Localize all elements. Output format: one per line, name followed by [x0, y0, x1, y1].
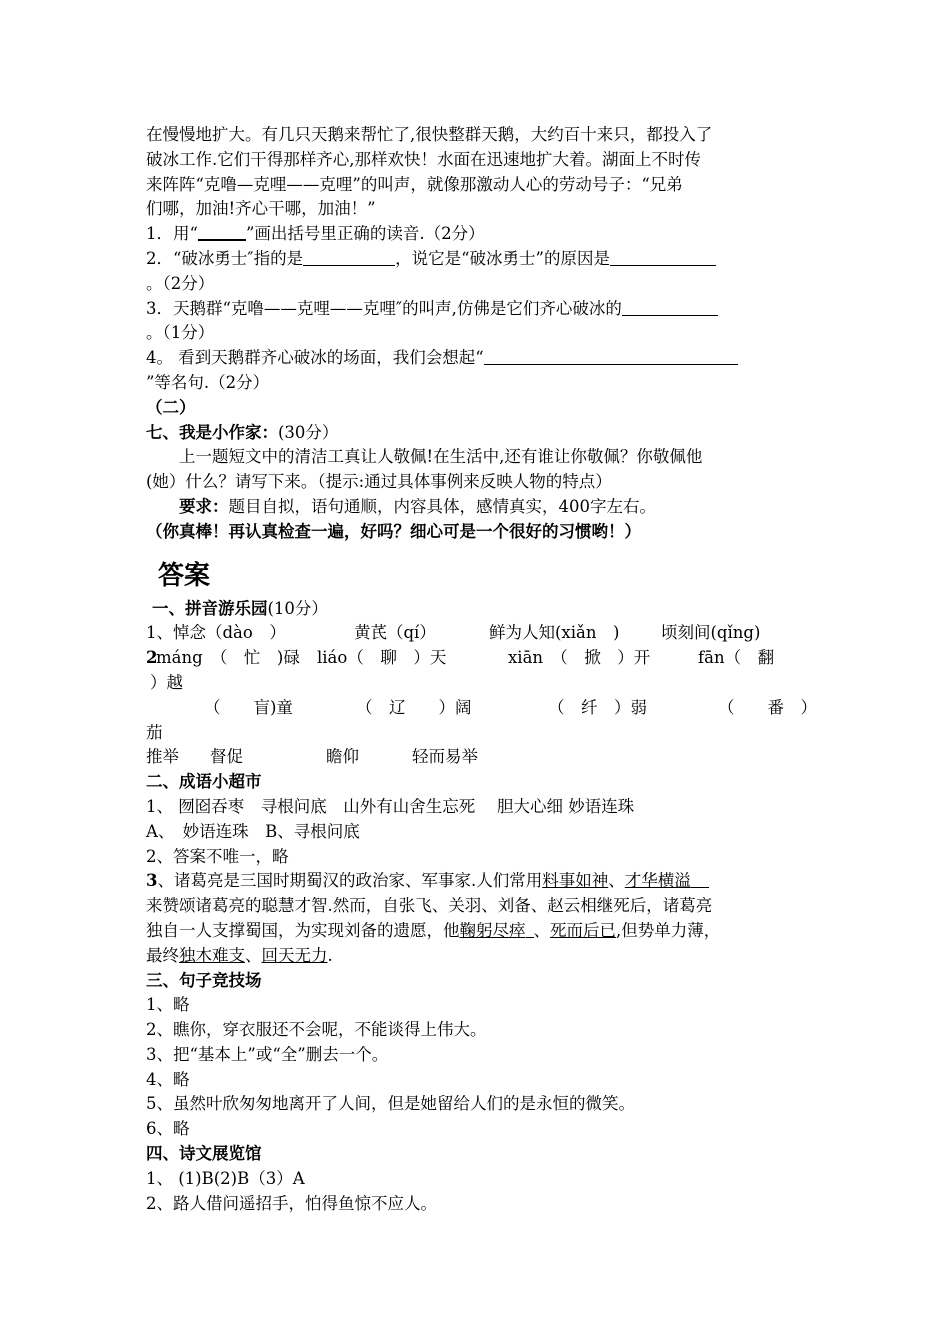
answers-s3-heading: 三、句子竞技场 — [146, 970, 262, 990]
cheer-line: （你真棒！再认真检查一遍，好吗？细心可是一个很好的习惯哟！） — [146, 521, 641, 541]
answer-blank[interactable] — [198, 223, 246, 241]
answer-line: 1、略 — [146, 995, 190, 1015]
question-3: 3．天鹅群“克噜——克哩——克哩″的叫声,仿佛是它们齐心破冰的 — [146, 297, 810, 322]
filled-answer: 回天无力 — [261, 945, 328, 965]
answer-blank[interactable] — [622, 299, 718, 316]
question-4: 4。 看到天鹅群齐心破冰的场面，我们会想起“ — [146, 346, 810, 371]
document-page — [146, 123, 817, 1216]
pinyin-row-3-cont: 茄 — [146, 722, 163, 742]
answer-line: 最终独木难支、回天无力. — [146, 945, 333, 965]
filled-answer: 料事如神 — [542, 871, 609, 891]
answer-line: 独自一人支撑蜀国，为实现刘备的遗愿，他鞠躬尽瘁 、死而后已,但势单力薄， — [146, 920, 721, 940]
question-2: 2．“破冰勇士″指的是 ，说它是“破冰勇士”的原因是 — [146, 247, 810, 272]
answer-line: A、 妙语连珠 B、寻根问底 — [146, 821, 360, 841]
answer-line: 5、虽然叶欣匆匆地离开了人间，但是她留给人们的是永恒的微笑。 — [146, 1094, 635, 1114]
writing-heading: 七、我是小作家：(30分） — [146, 422, 339, 442]
section-two-label: （二） — [146, 397, 196, 417]
answer-line: 2、答案不唯一，略 — [146, 846, 289, 866]
pinyin-row-3: （ 盲)童 （ 辽 ）阔 （ 纤 ）弱 （ 番 ） — [204, 697, 817, 717]
answer-line: 3、把“基本上”或“全”删去一个。 — [146, 1044, 389, 1064]
answer-line: 2、路人借问遥招手，怕得鱼惊不应人。 — [146, 1193, 437, 1213]
pinyin-row-2: 2 máng （ 忙 )碌 liáo（ 聊 ）天 xiān （ 掀 ）开 fān（ 翻 — [146, 648, 775, 668]
passage-line: 在慢慢地扩大。有几只天鹅来帮忙了,很快整群天鹅，大约百十来只，都投入了 — [146, 125, 713, 144]
answers-s4-heading: 四、诗文展览馆 — [146, 1144, 262, 1164]
writing-prompt: 上一题短文中的清洁工真让人敬佩!在生活中,还有谁让你敬佩？你敬佩他 — [179, 447, 703, 467]
pinyin-row-2-cont: ）越 — [150, 672, 183, 692]
answer-blank[interactable] — [610, 249, 716, 266]
passage-line: 们哪，加油!齐心干哪，加油！” — [146, 199, 376, 219]
answers-s2-heading: 二、成语小超市 — [146, 772, 262, 792]
answer-blank[interactable] — [303, 249, 395, 266]
filled-answer: 死而后已 — [550, 920, 616, 940]
writing-requirement: 要求：题目自拟，语句通顺，内容具体，感情真实，400字左右。 — [179, 496, 656, 516]
question-4-cont: ”等名句.（2分） — [146, 372, 270, 392]
answer-line: 来赞颂诸葛亮的聪慧才智.然而，自张飞、关羽、刘备、赵云相继死后，诸葛亮 — [146, 896, 713, 916]
answer-blank[interactable] — [484, 348, 738, 365]
answer-line: 2、瞧你，穿衣服还不会呢，不能谈得上伟大。 — [146, 1020, 487, 1040]
pinyin-row-4: 推举 督促 瞻仰 轻而易举 — [146, 747, 478, 767]
answer-line: 6、略 — [146, 1119, 190, 1139]
answer-line: 1、 (1)B(2)B（3）A — [146, 1168, 305, 1188]
pinyin-row-1: 1、悼念（dào ） 黄芪（qí） 鲜为人知(xiǎn ) 顷刻间(qǐng) — [146, 623, 761, 643]
filled-answer: 才华横溢 — [624, 871, 691, 891]
answer-line: 3、诸葛亮是三国时期蜀汉的政治家、军事家.人们常用料事如神、才华横溢 — [146, 869, 810, 894]
writing-prompt: (她）什么？请写下来。（提示:通过具体事例来反映人物的特点） — [146, 472, 612, 492]
question-3-cont: 。（1分） — [146, 323, 215, 343]
question-1: 1．用“ ”画出括号里正确的读音.（2分） — [146, 224, 485, 244]
answers-s1-heading: 一、拼音游乐园(10分） — [152, 598, 328, 618]
filled-answer: 独木难支 — [179, 945, 245, 965]
passage-line: 破冰工作.它们干得那样齐心,那样欢快！水面在迅速地扩大着。湖面上不时传 — [146, 149, 701, 169]
filled-answer: 鞠躬尽瘁 — [459, 920, 526, 940]
question-2-cont: 。（2分） — [146, 273, 215, 293]
answers-title: 答案 — [158, 560, 211, 591]
answer-line: 1、 囫囵吞枣 寻根问底 山外有山舍生忘死 胆大心细 妙语连珠 — [146, 796, 635, 816]
passage-line: 来阵阵“克噜—克哩——克哩”的叫声，就像那激动人心的劳动号子：“兄弟 — [146, 174, 683, 194]
answer-line: 4、略 — [146, 1069, 190, 1089]
